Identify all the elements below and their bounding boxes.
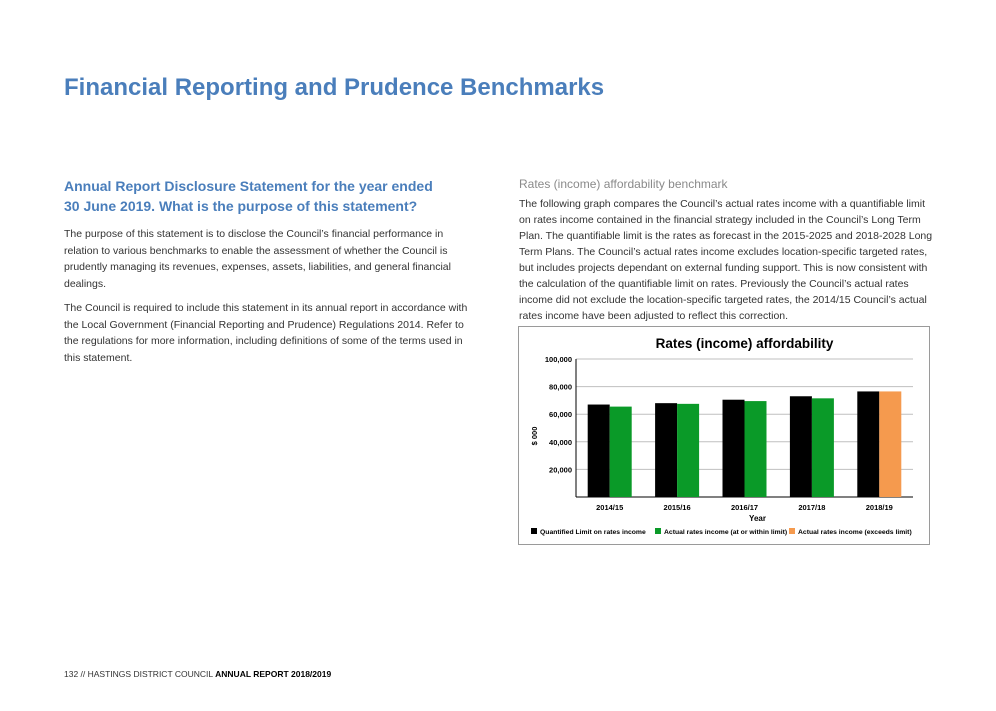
footer-report-title: ANNUAL REPORT 2018/2019 [215,669,332,679]
legend-label: Actual rates income (at or within limit) [664,529,788,536]
disclosure-heading-line2: 30 June 2019. What is the purpose of this statement? [64,198,418,214]
y-tick-label: 40,000 [549,437,572,447]
x-tick-label: 2015/16 [663,503,691,512]
y-tick-label: 80,000 [549,382,572,392]
rates-affordability-chart [518,326,930,545]
legend-swatch [789,528,795,534]
legend-swatch [531,528,537,534]
y-tick-label: 20,000 [549,465,572,475]
chart-title: Rates (income) affordability [655,336,834,351]
bar-actual-rates-2017-18 [812,398,834,497]
x-tick-label: 2016/17 [730,503,759,512]
disclosure-heading-line1: Annual Report Disclosure Statement for the year ended [64,178,433,194]
bar-actual-rates-2016-17 [745,401,767,497]
page-title: Financial Reporting and Prudence Benchmarks [64,74,605,101]
legend-swatch [655,528,661,534]
y-axis-label: $ 000 [530,426,539,446]
rates-benchmark-paragraph: The following graph compares the Council’s actual rates income with a quantifiable limit on rates income contained in the financial strategy included in the Council’s Long Term Plan. The quantifiable limit is the rates as forecast in the 2015-2025 and 2018-2028 Long Term Plans. The Council’s actual rates income excludes location-specific targeted rates, but includes projects dependant on external funding support. This is now consistent with the calculation of the quantifiable limit on rates. Previously the Council’s actual rates income did not exclude the location-specific targeted rates, the 2014/15 Council’s actual rates income have been adjusted to reflect this correction. [519,198,933,322]
bar-quantified-limit-2017-18 [790,396,812,497]
x-tick-label: 2014/15 [596,503,624,512]
page-footer [64,669,331,679]
bar-quantified-limit-2014-15 [588,405,610,497]
bar-actual-rates-2015-16 [677,404,699,497]
footer-prefix: 132 // HASTINGS DISTRICT COUNCIL [64,669,216,679]
bar-quantified-limit-2018-19 [857,391,879,497]
purpose-paragraph: The purpose of this statement is to disclose the Council’s financial performance in relation to various benchmarks to enable the assessment of whether the Council is prudently managing its revenues, expenses, assets, liabilities, and general financial dealings. [64,228,451,290]
bar-quantified-limit-2016-17 [723,400,745,497]
bar-actual-rates-2014-15 [610,407,632,497]
chart-svg [519,327,931,546]
x-axis-label: Year [749,514,766,523]
rates-benchmark-heading: Rates (income) affordability benchmark [519,177,728,191]
bar-quantified-limit-2015-16 [655,403,677,497]
legend-label: Quantified Limit on rates income [540,529,646,536]
disclosure-heading [64,176,479,216]
requirement-paragraph: The Council is required to include this statement in its annual report in accordance with the Local Government (Financial Reporting and Prudence) Regulations 2014. Refer to the regulations for more information, including definitions of some of the terms used in this statement. [64,302,468,364]
legend-label: Actual rates income (exceeds limit) [798,529,912,536]
bar-actual-rates-2018-19 [879,391,901,497]
y-tick-label: 60,000 [549,410,572,420]
x-tick-label: 2018/19 [865,503,893,512]
rates-affordability-section [519,176,934,324]
x-tick-label: 2017/18 [798,503,826,512]
disclosure-statement-section [64,176,479,374]
y-tick-label: 100,000 [544,355,572,364]
